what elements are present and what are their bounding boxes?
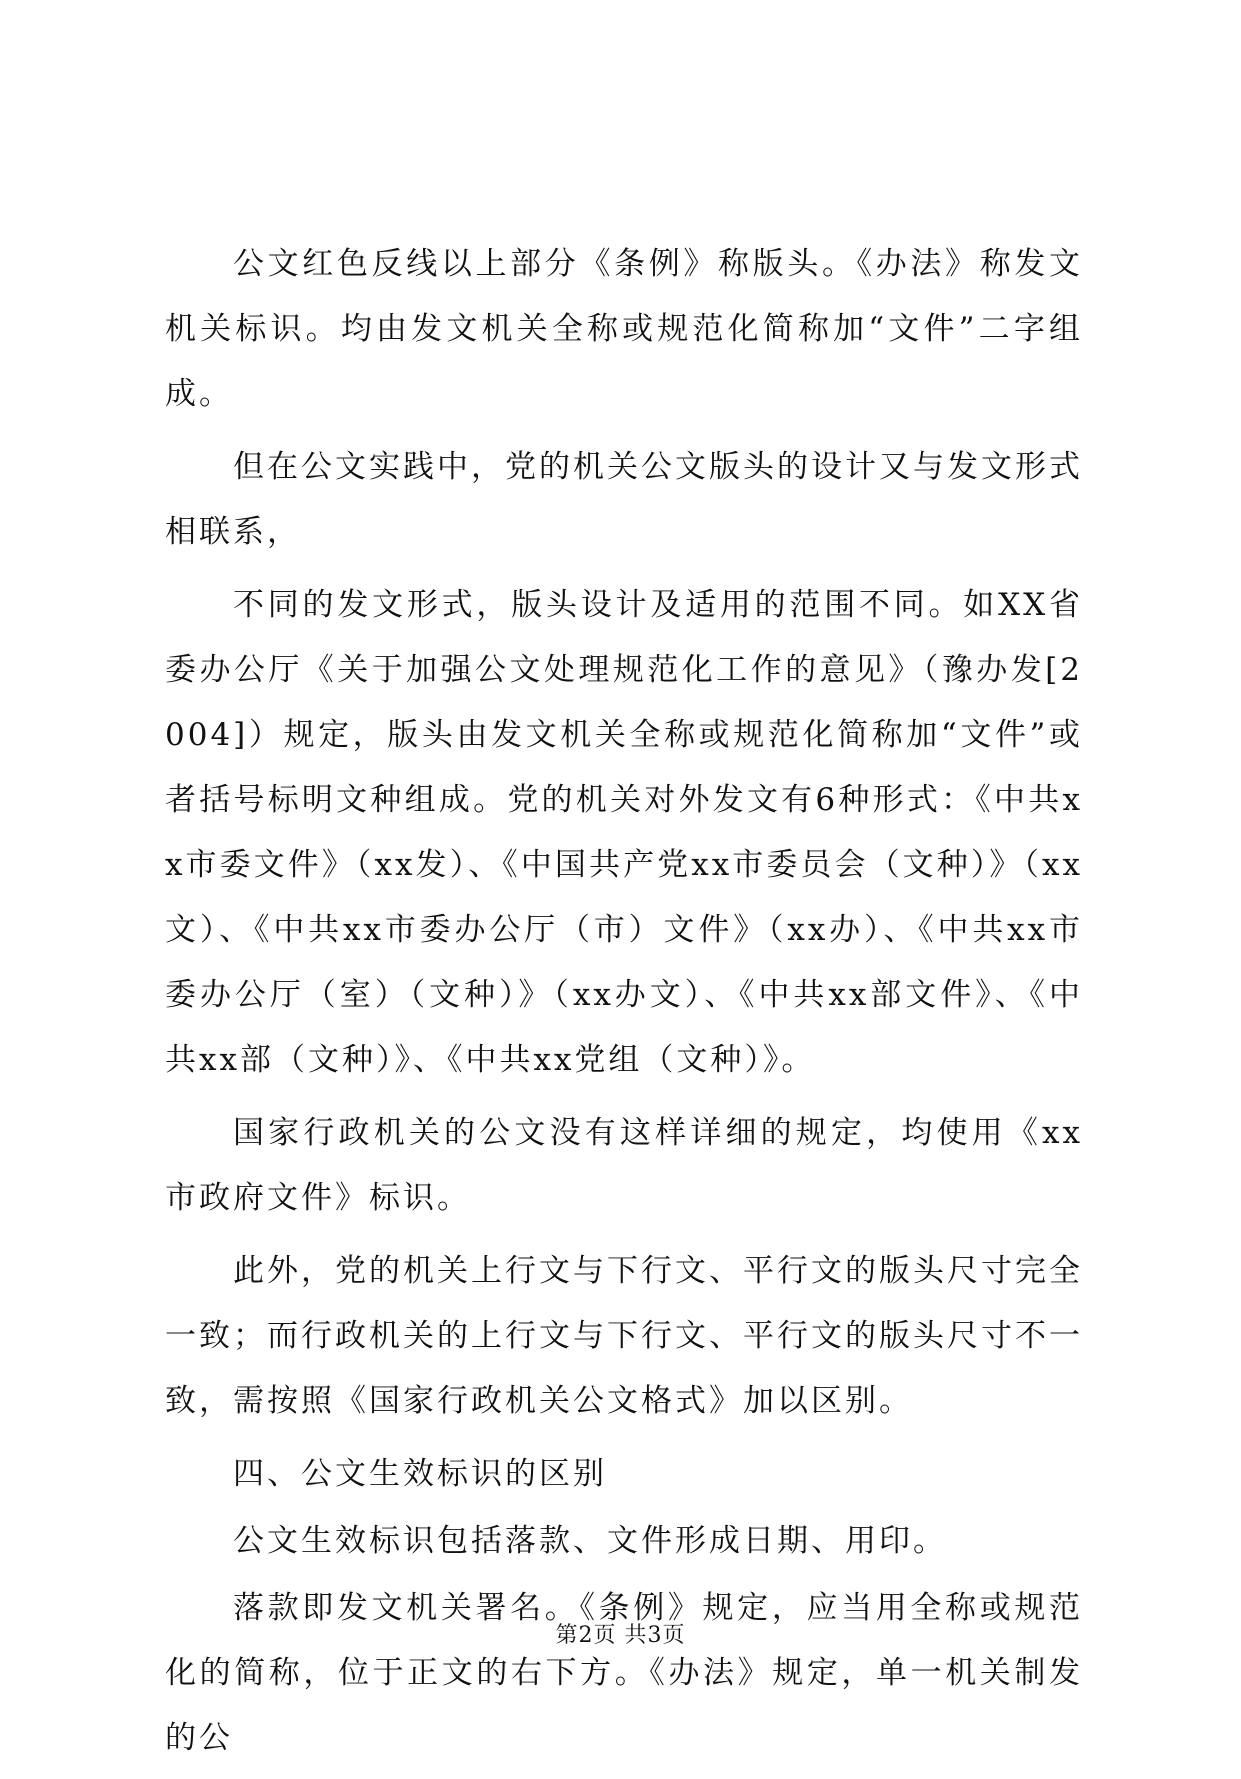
paragraph-masthead-size: 此外，党的机关上行文与下行文、平行文的版头尺寸完全一致；而行政机关的上行文与下行文、平行文的版头尺寸不一致，需按照《国家行政机关公文格式》加以区别。: [165, 1253, 1083, 1419]
page-number-footer: 第2页 共3页: [555, 1623, 686, 1648]
section-heading-effect-marks: 四、公文生效标识的区别: [233, 1456, 607, 1492]
paragraph-admin-masthead: 国家行政机关的公文没有这样详细的规定，均使用《xx市政府文件》标识。: [165, 1115, 1083, 1216]
paragraph-masthead-definition: 公文红色反线以上部分《条例》称版头。《办法》称发文机关标识。均由发文机关全称或规范化简称加“文件”二字组成。: [165, 246, 1083, 412]
paragraph-effect-marks: 公文生效标识包括落款、文件形成日期、用印。: [233, 1523, 947, 1559]
paragraph-party-forms: 不同的发文形式，版头设计及适用的范围不同。如XX省委办公厅《关于加强公文处理规范化工作的意见》（豫办发[2004]）规定，版头由发文机关全称或规范化简称加“文件”或者括号标明文种组成。党的机关对外发文有6种形式：《中共xx市委文件》（xx发）、《中国共产党xx市委员会（文种）》（xx文）、《中共xx市委办公厅（市）文件》（xx办）、《中共xx市委办公厅（室）（文种）》（xx办文）、《中共xx部文件》、《中共xx部（文种）》、《中共xx党组（文种）》。: [165, 587, 1083, 1078]
paragraph-signature: 落款即发文机关署名。《条例》规定，应当用全称或规范化的简称，位于正文的右下方。《办法》规定，单一机关制发的公: [165, 1590, 1083, 1756]
document-body: [165, 232, 1083, 1779]
paragraph-practice-note: 但在公文实践中，党的机关公文版头的设计又与发文形式相联系，: [165, 449, 1083, 550]
